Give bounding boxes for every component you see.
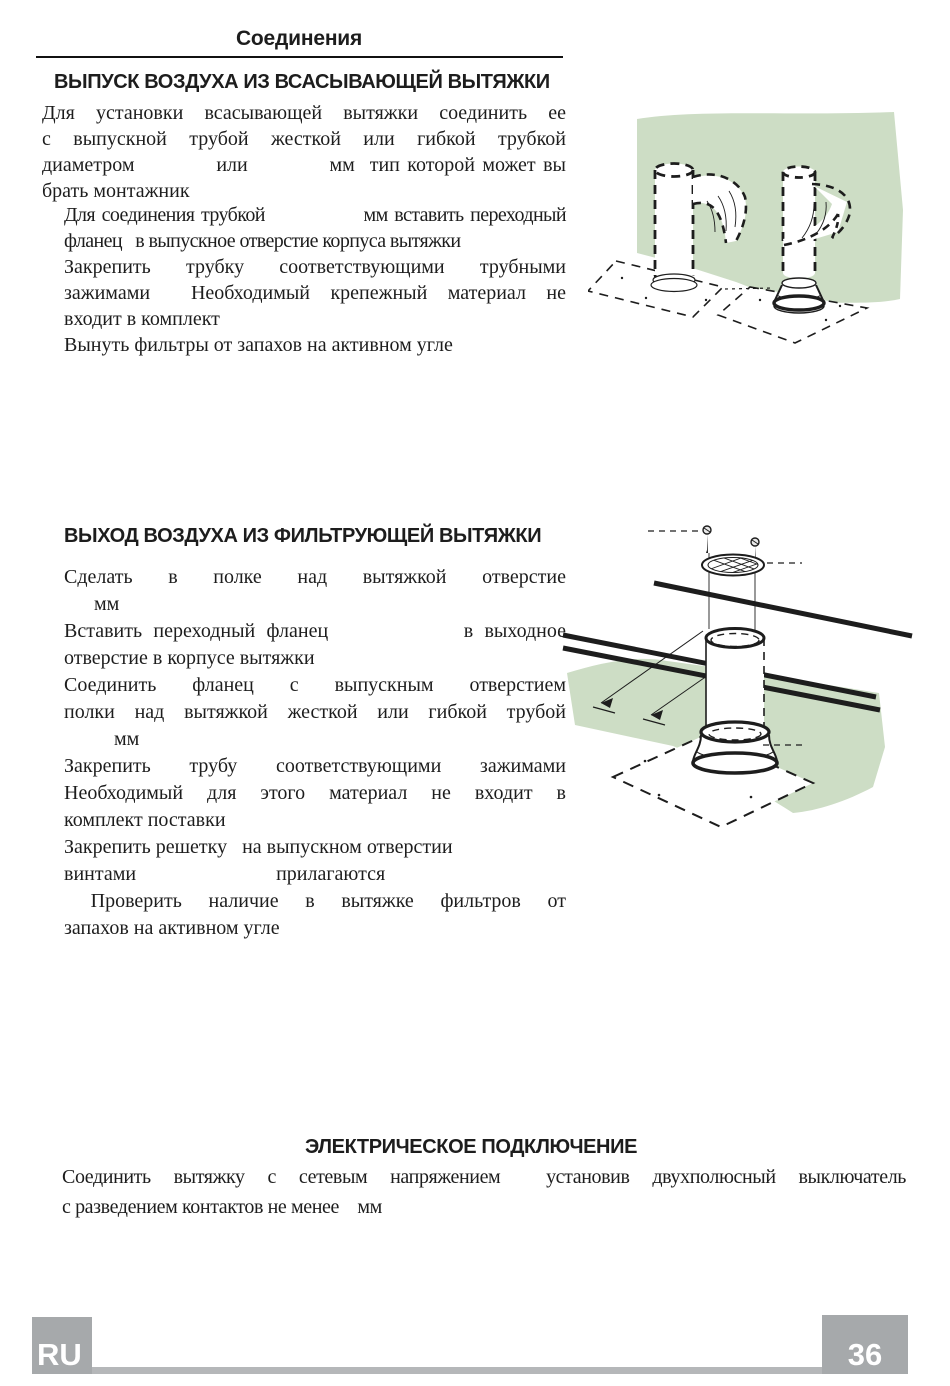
text-line: винтами прилагаются xyxy=(64,863,386,885)
rigid-pipe xyxy=(651,164,697,292)
mounting-screws xyxy=(648,526,802,631)
text-line: брать монтажник xyxy=(42,180,190,202)
text-line: Вынуть фильтры от запахов на активном угле xyxy=(64,334,453,356)
section-heading-electrical: ЭЛЕКТРИЧЕСКОЕ ПОДКЛЮЧЕНИЕ xyxy=(304,1136,638,1158)
page-title: Соединения xyxy=(235,27,363,50)
rigid-pipe-2 xyxy=(783,167,815,279)
text-line: Закрепить трубу соответствующими зажимами xyxy=(64,755,566,777)
text-line: Для соединения трубкой мм вставить переходный xyxy=(64,204,566,226)
grille-exploded-figure xyxy=(555,495,945,845)
text-line: Закрепить трубку соответствующими трубными xyxy=(64,256,566,278)
section1-paragraph xyxy=(42,100,566,204)
page-number-badge xyxy=(822,1315,908,1374)
text-line: Для установки всасывающей вытяжки соединить ее xyxy=(42,102,566,124)
text-line: Закрепить решетку на выпускном отверстии xyxy=(64,836,453,858)
text-line: диаметром или мм тип которой может вы xyxy=(42,154,566,176)
text-line: Необходимый для этого материал не входит в xyxy=(64,782,566,804)
text-line: Вставить переходный фланец в выходное xyxy=(64,620,566,642)
shelf-edge-line xyxy=(654,583,912,636)
title-underline xyxy=(36,56,563,58)
text-line: Проверить наличие в вытяжке фильтров от xyxy=(64,890,566,912)
section2-instruction-list xyxy=(64,564,566,942)
text-line: отверстие в корпусе вытяжки xyxy=(64,647,315,669)
text-line: зажимами Необходимый крепежный материал не xyxy=(64,282,566,304)
section-heading-filter-outlet: ВЫХОД ВОЗДУХА ИЗ ФИЛЬТРУЮЩЕЙ ВЫТЯЖКИ xyxy=(64,525,542,547)
text-line: полки над вытяжкой жесткой или гибкой трубой xyxy=(64,701,566,723)
text-line: с разведением контактов не менее мм xyxy=(62,1196,382,1218)
text-line: с выпускной трубой жесткой или гибкой трубкой xyxy=(42,128,566,150)
exhaust-grille xyxy=(702,551,777,581)
text-line: фланец в выпускное отверстие корпуса вытяжки xyxy=(64,230,461,252)
language-label: RU xyxy=(37,1337,82,1372)
section1-instruction-list xyxy=(64,202,566,358)
text-line: Сделать в полке над вытяжкой отверстие xyxy=(64,566,566,588)
text-line: Соединить вытяжку с сетевым напряжением установив двухполюсный выключатель xyxy=(62,1166,906,1188)
text-line: входит в комплект xyxy=(64,308,220,330)
text-line: мм xyxy=(64,728,140,750)
section3-paragraph xyxy=(62,1162,906,1222)
text-line: мм xyxy=(64,593,120,615)
text-line: запахов на активном угле xyxy=(64,917,280,939)
page-number: 36 xyxy=(847,1337,883,1372)
text-line: Соединить фланец с выпускным отверстием xyxy=(64,674,566,696)
exhaust-pipes-figure xyxy=(588,92,948,372)
footer-bar xyxy=(92,1367,822,1374)
language-badge xyxy=(32,1317,92,1374)
text-line: комплект поставки xyxy=(64,809,226,831)
section-heading-suction-exhaust: ВЫПУСК ВОЗДУХА ИЗ ВСАСЫВАЮЩЕЙ ВЫТЯЖКИ xyxy=(54,71,550,93)
